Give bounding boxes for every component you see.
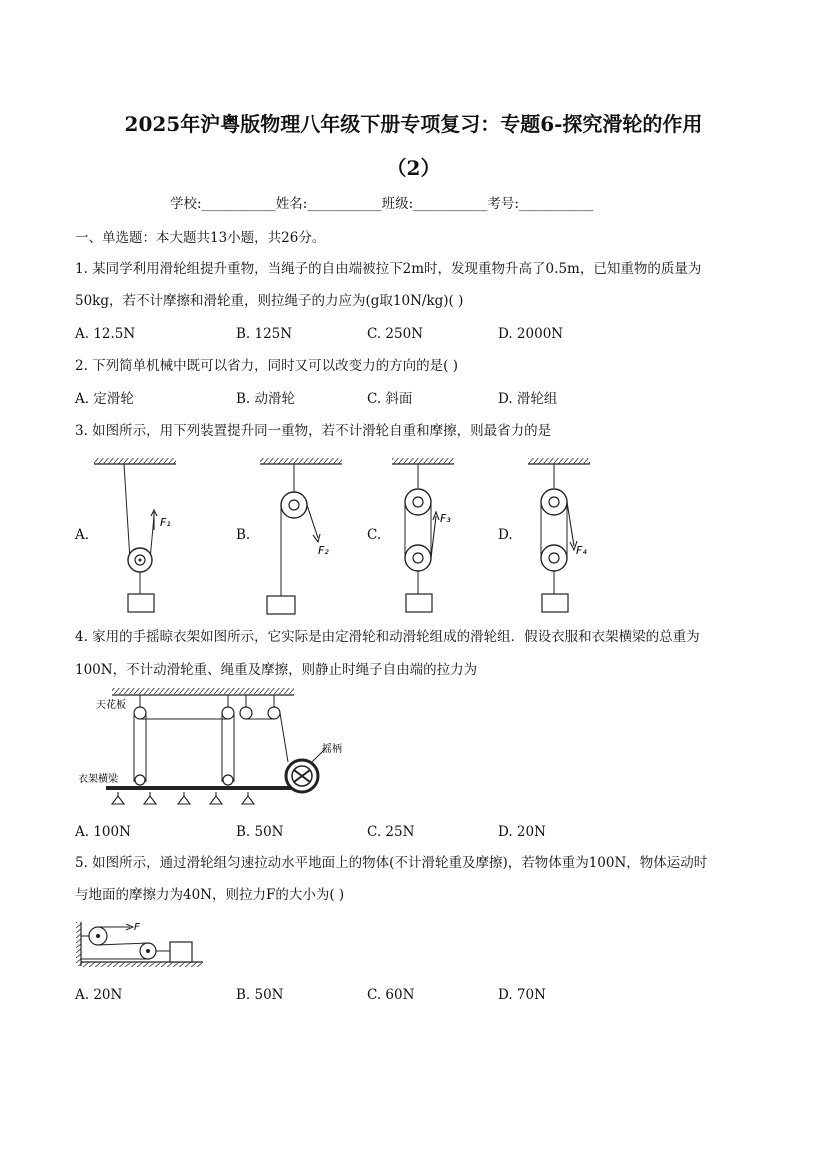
page-title: 2025年沪粤版物理八年级下册专项复习：专题6-探究滑轮的作用 xyxy=(124,112,703,136)
q3-figure-a xyxy=(94,458,176,612)
pulley-icon xyxy=(222,707,234,719)
q4-option-d: D. 20N xyxy=(498,824,546,840)
q5-horizontal-pulley-figure xyxy=(76,918,206,970)
pulley-icon xyxy=(223,775,233,785)
q1-option-d: D. 2000N xyxy=(498,326,564,342)
q2-option-d: D. 滑轮组 xyxy=(498,391,558,407)
q3-figure-c xyxy=(392,458,454,612)
question-5-line1: 5. 如图所示，通过滑轮组匀速拉动水平地面上的物体(不计滑轮重及摩擦)，若物体重为100N，物体运动时 xyxy=(75,855,708,871)
q1-option-b: B. 125N xyxy=(236,326,293,342)
q4-ceiling-label: 天花板 xyxy=(96,700,126,711)
q3-figure-b xyxy=(260,458,342,614)
question-2-line1: 2. 下列简单机械中既可以省力，同时又可以改变力的方向的是( ) xyxy=(75,358,458,374)
q3-force-label-f2: F₂ xyxy=(318,544,329,557)
q3-option-d: D. xyxy=(498,527,513,543)
q5-option-c: C. 60N xyxy=(367,987,415,1003)
pulley-icon xyxy=(135,775,145,785)
q3-figure-d xyxy=(528,458,590,612)
page-title-part2: （2） xyxy=(386,156,441,180)
q3-force-label-f1: F₁ xyxy=(160,516,171,529)
question-5-line2: 与地面的摩擦力为40N，则拉力F的大小为( ) xyxy=(75,887,345,903)
question-1-line1: 1. 某同学利用滑轮组提升重物，当绳子的自由端被拉下2m时，发现重物升高了0.5m，已知重物的质量为 xyxy=(75,261,702,277)
pulley-icon xyxy=(240,707,252,719)
q3-force-label-f4: F₄ xyxy=(576,544,587,557)
q5-force-label: F xyxy=(134,922,140,933)
q4-beam-label: 衣架横梁 xyxy=(78,774,118,785)
pulley-icon xyxy=(134,707,146,719)
q3-force-label-f3: F₃ xyxy=(440,512,451,525)
q5-option-d: D. 70N xyxy=(498,987,546,1003)
q4-option-b: B. 50N xyxy=(236,824,284,840)
q3-option-a: A. xyxy=(75,527,90,543)
q4-handle-label: 摇柄 xyxy=(322,744,342,755)
q5-option-b: B. 50N xyxy=(236,987,284,1003)
q3-option-c: C. xyxy=(367,527,382,543)
student-info-line: 学校:___________姓名:___________班级:___________考号:___________ xyxy=(170,196,594,212)
question-3-line1: 3. 如图所示，用下列装置提升同一重物，若不计滑轮自重和摩擦，则最省力的是 xyxy=(75,423,552,439)
q1-option-c: C. 250N xyxy=(367,326,424,342)
question-4-line1: 4. 家用的手摇晾衣架如图所示，它实际是由定滑轮和动滑轮组成的滑轮组．假设衣服和衣架横梁的总重为 xyxy=(75,629,700,645)
section-heading: 一、单选题：本大题共13小题，共26分。 xyxy=(75,230,326,246)
q4-option-a: A. 100N xyxy=(75,824,131,840)
q2-option-b: B. 动滑轮 xyxy=(236,391,296,407)
q2-option-a: A. 定滑轮 xyxy=(75,391,134,407)
pulley-icon xyxy=(268,707,280,719)
q4-clothes-rack-figure xyxy=(76,686,366,810)
q5-option-a: A. 20N xyxy=(75,987,123,1003)
q3-pulley-figures xyxy=(80,450,760,620)
q1-option-a: A. 12.5N xyxy=(75,326,136,342)
question-4-line2: 100N，不计动滑轮重、绳重及摩擦，则静止时绳子自由端的拉力为 xyxy=(75,662,478,678)
q2-option-c: C. 斜面 xyxy=(367,391,413,407)
q4-option-c: C. 25N xyxy=(367,824,415,840)
q3-option-b: B. xyxy=(236,527,251,543)
question-1-line2: 50kg，若不计摩擦和滑轮重，则拉绳子的力应为(g取10N/kg)( ) xyxy=(75,293,464,309)
